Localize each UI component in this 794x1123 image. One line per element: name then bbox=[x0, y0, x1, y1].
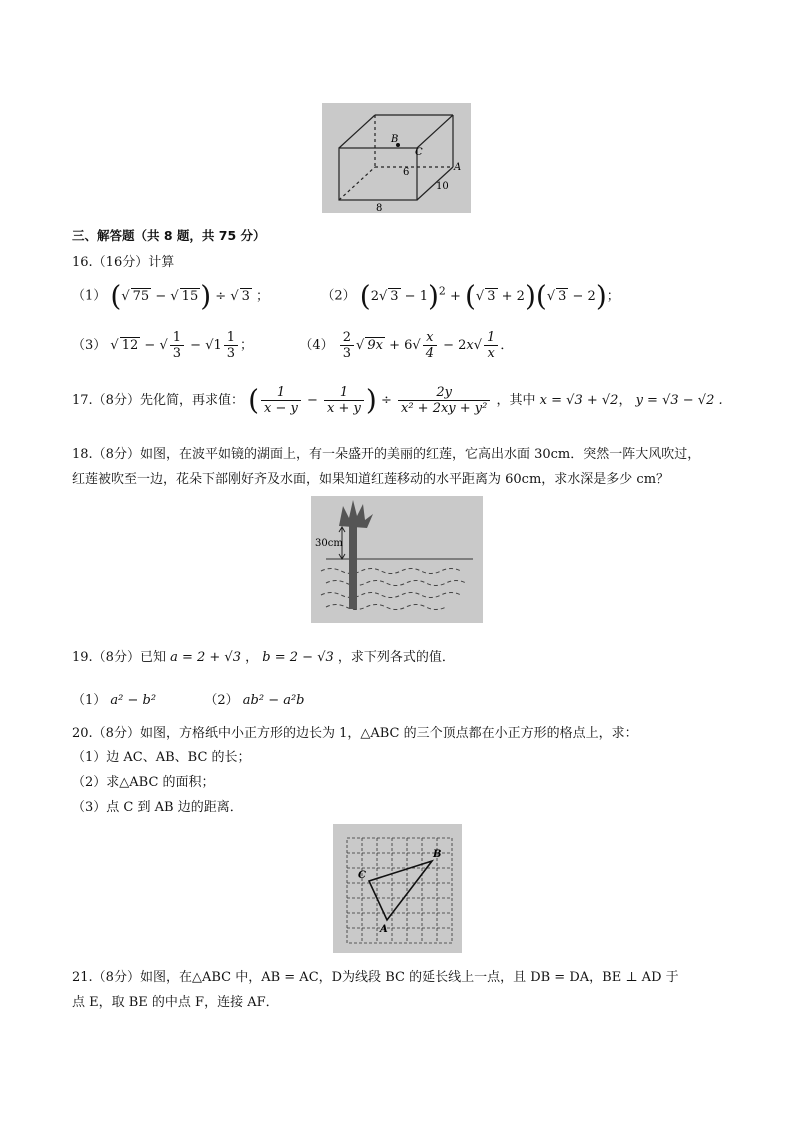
box-diagram bbox=[322, 103, 471, 213]
q20-p3: （3）点 C 到 AB 边的距离． bbox=[72, 800, 243, 815]
label-c: C bbox=[415, 147, 423, 158]
q17-expr: ( $\frac{1}{x - y}$ − $\frac{1}{x + y}$ ) ÷ $\frac{2y}{\text{x² + 2xy + y²}}$ bbox=[248, 393, 492, 408]
q19-p2: ab² − a²b bbox=[242, 693, 305, 708]
q20-p2: （2）求△ABC 的面积； bbox=[72, 775, 215, 790]
q17-x-eq: x = √3 + √2 bbox=[539, 393, 619, 408]
grid-label-b: B bbox=[433, 849, 442, 860]
lotus-diagram bbox=[311, 496, 483, 623]
q17-head: 17.（8分）先化简，再求值： bbox=[72, 393, 244, 408]
lotus-figure bbox=[311, 496, 483, 623]
grid-diagram bbox=[333, 824, 462, 953]
q16-row2 bbox=[72, 330, 513, 361]
q19-parts bbox=[72, 689, 305, 708]
q19-head: 19.（8分）已知 bbox=[72, 650, 166, 665]
q16-p1-label: （1） bbox=[72, 288, 107, 304]
q19-a-eq: a = 2 + √3 bbox=[170, 650, 241, 665]
q19-p2-label: （2） bbox=[204, 693, 239, 708]
label-width: 8 bbox=[376, 203, 383, 213]
q17-y-eq: y = √3 − √2 . bbox=[635, 393, 723, 408]
label-depth: 10 bbox=[436, 181, 449, 192]
q16-p3-label: （3） bbox=[72, 338, 107, 353]
q21-line1: 21.（8分）如图，在△ABC 中，AB = AC，D为线段 BC 的延长线上一点，且 DB = DA，BE ⊥ AD 于 bbox=[72, 970, 679, 985]
q16-p4-expr: $\frac{2}{3}$ √ 9x + 6√ $\frac{x}{4}$ − 2x√ $\frac{1}{x}$ ． bbox=[338, 338, 514, 353]
grid-figure bbox=[333, 824, 462, 953]
q20-line1: 20.（8分）如图，方格纸中小正方形的边长为 1，△ABC 的三个顶点都在小正方形的格点上，求： bbox=[72, 726, 638, 741]
q16-p2-label: （2） bbox=[321, 288, 356, 304]
lotus-flower-icon bbox=[339, 500, 373, 528]
label-a: A bbox=[454, 162, 462, 173]
q16-p4-label: （4） bbox=[299, 338, 334, 353]
q21-line2: 点 E，取 BE 的中点 F，连接 AF． bbox=[72, 995, 279, 1010]
q20-p1: （1）边 AC、AB、BC 的长； bbox=[72, 750, 251, 765]
q19-b-eq: b = 2 − √3 bbox=[262, 650, 334, 665]
q17-row: 17.（8分）先化简，再求值： ( $\frac{1}{x - y}$ − $\frac{1}{x + y}$ ) ÷ $\frac{2y}{\text{x² + 2xy + y²}}$ ，其中 x = √3 + √2， y = √3 − √2 . bbox=[72, 383, 723, 417]
label-height: 6 bbox=[403, 167, 410, 178]
q19-p1-label: （1） bbox=[72, 693, 107, 708]
q16-p3-expr: √ 12 − √ $\frac{1}{3}$ − √ 1 $\frac{1}{3}$ ； bbox=[110, 338, 253, 353]
grid-label-a: A bbox=[380, 924, 388, 935]
q19-tail: ，求下列各式的值． bbox=[337, 650, 455, 665]
q18-line1: 18.（8分）如图，在波平如镜的湖面上，有一朵盛开的美丽的红莲，它高出水面 30cm．突然一阵大风吹过， bbox=[72, 447, 701, 462]
label-b: B bbox=[391, 134, 399, 145]
q16-row1 bbox=[72, 279, 620, 312]
q19-p1: a² − b² bbox=[110, 693, 157, 708]
q19-sep: ， bbox=[245, 650, 259, 665]
grid-label-c: C bbox=[358, 870, 366, 881]
q16-p2-expr: (2√ 3 − 1)$^2$ + (√ 3 + 2)(√ 3 − 2)； bbox=[360, 289, 620, 304]
q16-head: 16.（16分）计算 bbox=[72, 255, 175, 270]
triangle-abc bbox=[369, 861, 432, 920]
q16-p1-expr: (√ 75 − √ 15) ÷ √ 3 ； bbox=[110, 289, 269, 304]
box-figure bbox=[322, 103, 471, 213]
q18-line2: 红莲被吹至一边，花朵下部刚好齐及水面，如果知道红莲移动的水平距离为 60cm，求水深是多少 cm？ bbox=[72, 472, 670, 487]
lotus-height-label: 30cm bbox=[315, 538, 343, 549]
q17-tail: ，其中 bbox=[496, 393, 536, 408]
section-3-title: 三、解答题（共 8 题，共 75 分） bbox=[72, 228, 266, 243]
q19-row bbox=[72, 646, 455, 665]
